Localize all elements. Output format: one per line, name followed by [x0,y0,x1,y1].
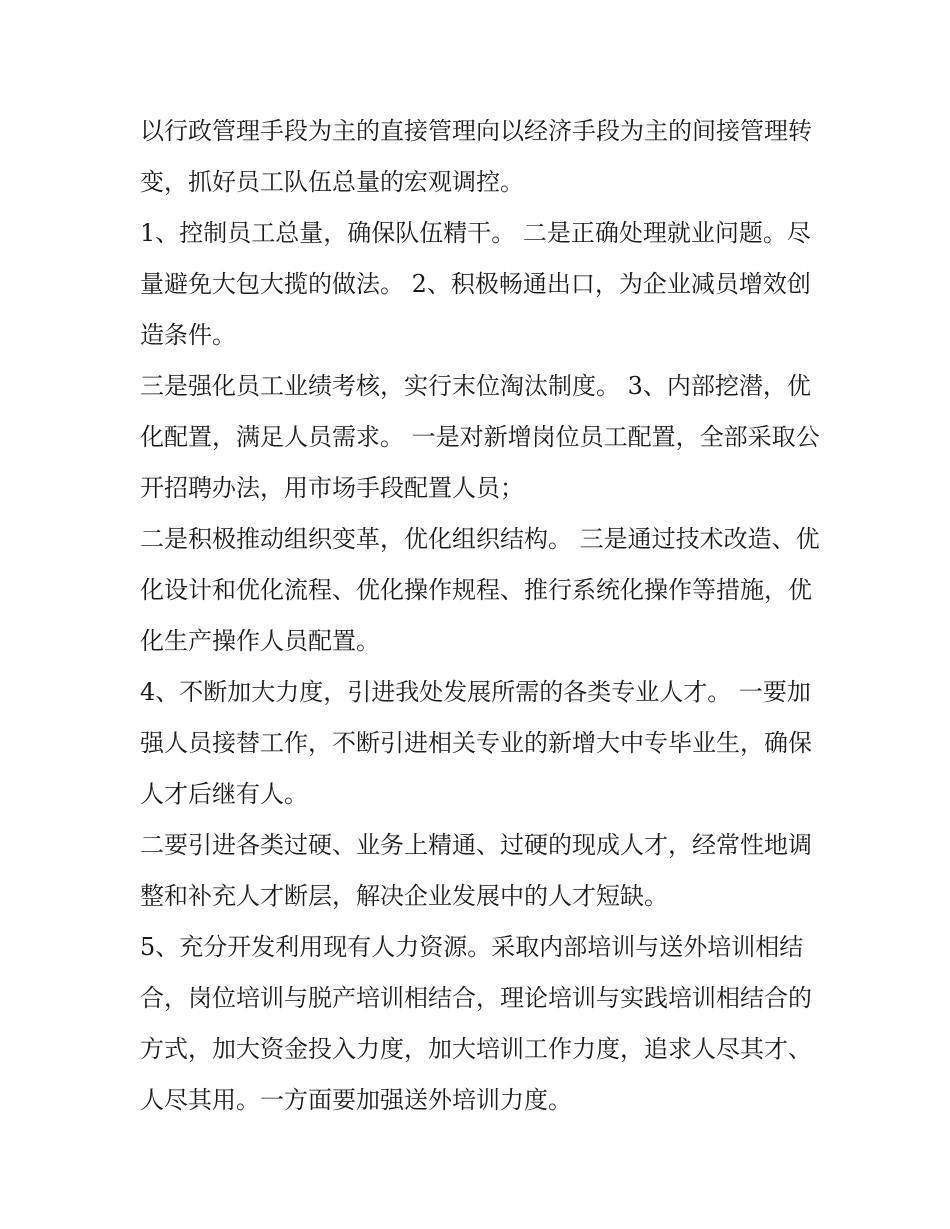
document-body [140,106,820,1126]
paragraph-4: 二是积极推动组织变革，优化组织结构。 三是通过技术改造、优化设计和优化流程、优化操作规程、推行系统化操作等措施，优化生产操作人员配置。 [140,525,820,655]
paragraph-2: 1、控制员工总量，确保队伍精干。 二是正确处理就业问题。尽量避免大包大揽的做法。 2、积极畅通出口，为企业减员增效创造条件。 [140,219,811,349]
paragraph-3: 三是强化员工业绩考核，实行末位淘汰制度。 3、内部挖潜，优化配置，满足人员需求。 一是对新增岗位员工配置，全部采取公开招聘办法，用市场手段配置人员； [140,372,820,502]
paragraph-6: 二要引进各类过硬、业务上精通、过硬的现成人才，经常性地调整和补充人才断层，解决企业发展中的人才短缺。 [140,831,812,910]
paragraph-1: 以行政管理手段为主的直接管理向以经济手段为主的间接管理转变，抓好员工队伍总量的宏观调控。 [140,117,812,196]
paragraph-7: 5、充分开发利用现有人力资源。采取内部培训与送外培训相结合，岗位培训与脱产培训相结合，理论培训与实践培训相结合的方式，加大资金投入力度，加大培训工作力度，追求人尽其才、人尽其用。一方面要加强送外培训力度。 [140,933,812,1114]
paragraph-5: 4、不断加大力度，引进我处发展所需的各类专业人才。 一要加强人员接替工作，不断引进相关专业的新增大中专毕业生，确保人才后继有人。 [140,678,812,808]
